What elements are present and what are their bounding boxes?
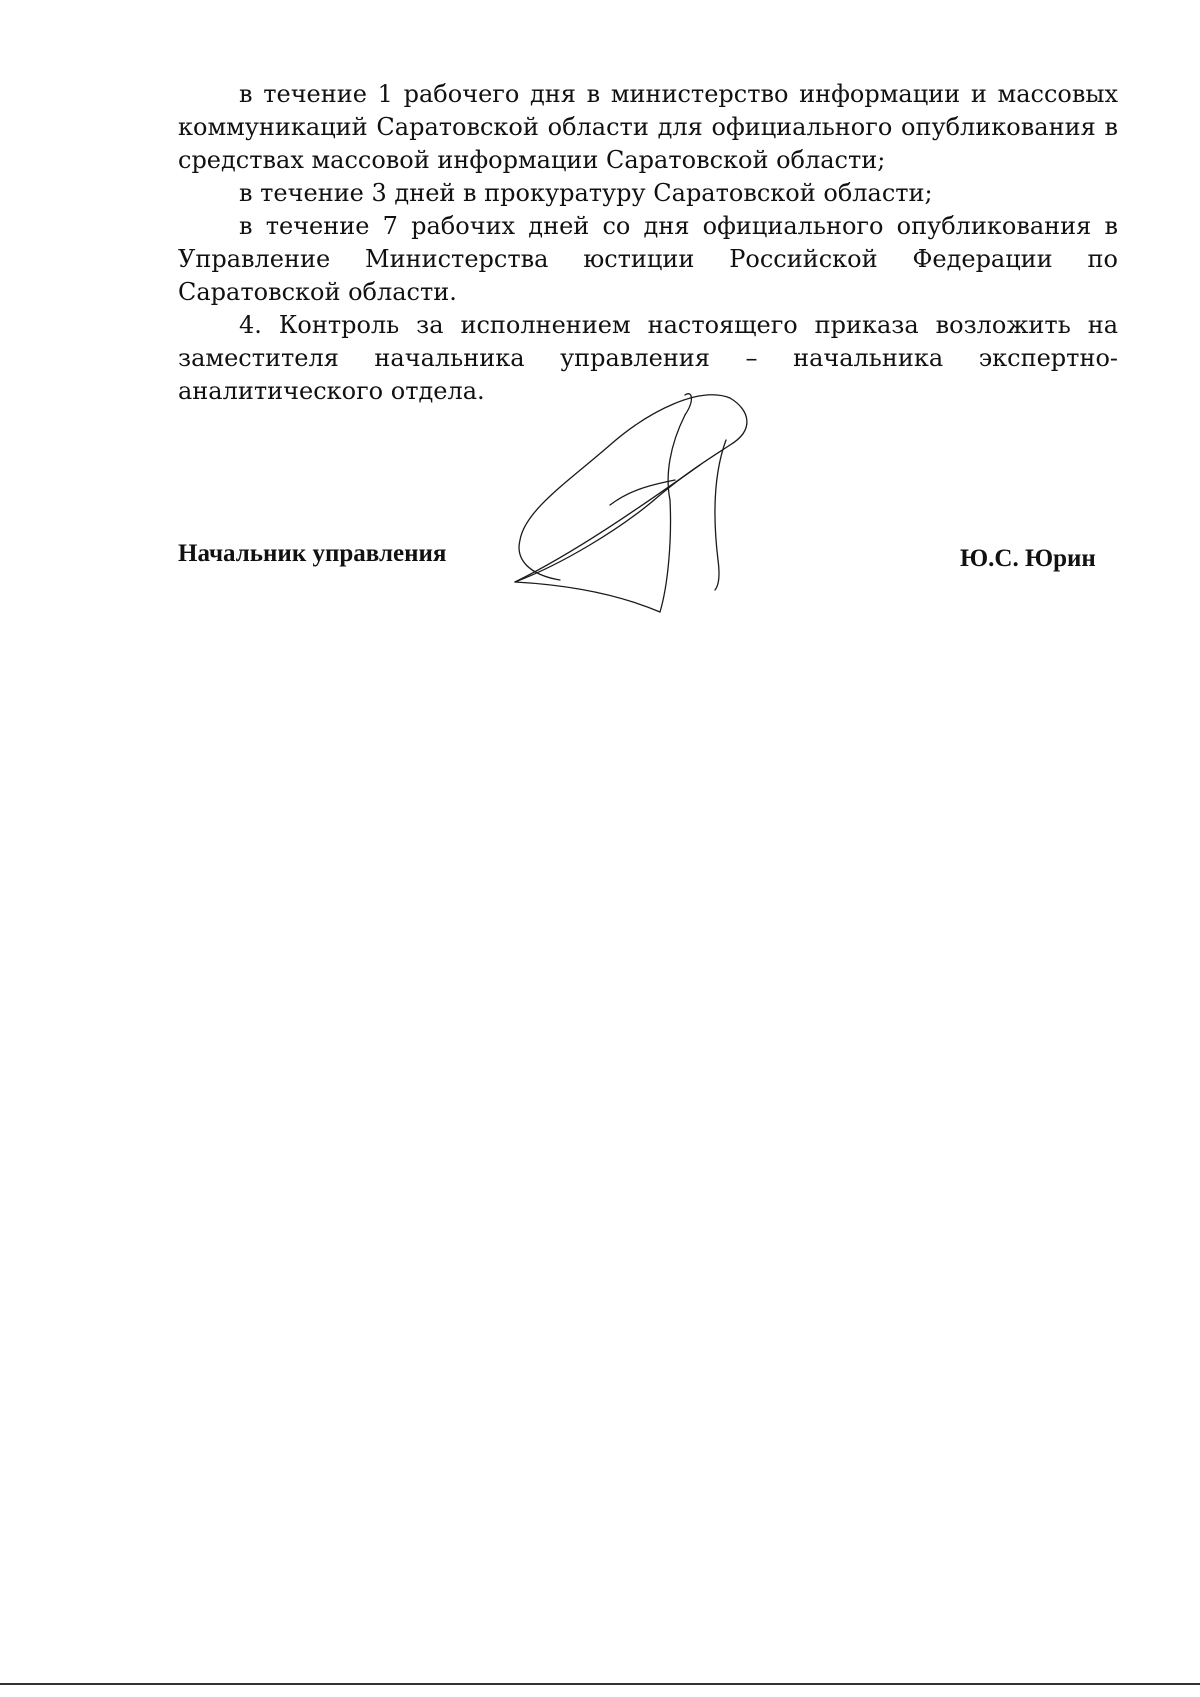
document-body: [178, 78, 1118, 408]
paragraph-ministry-publication: в течение 1 рабочего дня в министерство информации и массовых коммуникаций Саратовской области для официального опубликования в средствах массовой информации Саратовской области;: [178, 80, 1118, 174]
footer-rule: [0, 1683, 1200, 1685]
paragraph-prosecutor: в течение 3 дней в прокуратуру Саратовской области;: [239, 179, 933, 207]
paragraph-control: 4. Контроль за исполнением настоящего приказа возложить на заместителя начальника управления – начальника экспертно-аналитического отдела.: [178, 311, 1118, 405]
paragraph-justice-ministry: в течение 7 рабочих дней со дня официального опубликования в Управление Министерства юстиции Российской Федерации по Саратовской области.: [178, 212, 1118, 306]
handwritten-signature: [500, 390, 800, 630]
signatory-name: Ю.С. Юрин: [960, 545, 1096, 572]
signatory-position: Начальник управления: [178, 540, 447, 567]
